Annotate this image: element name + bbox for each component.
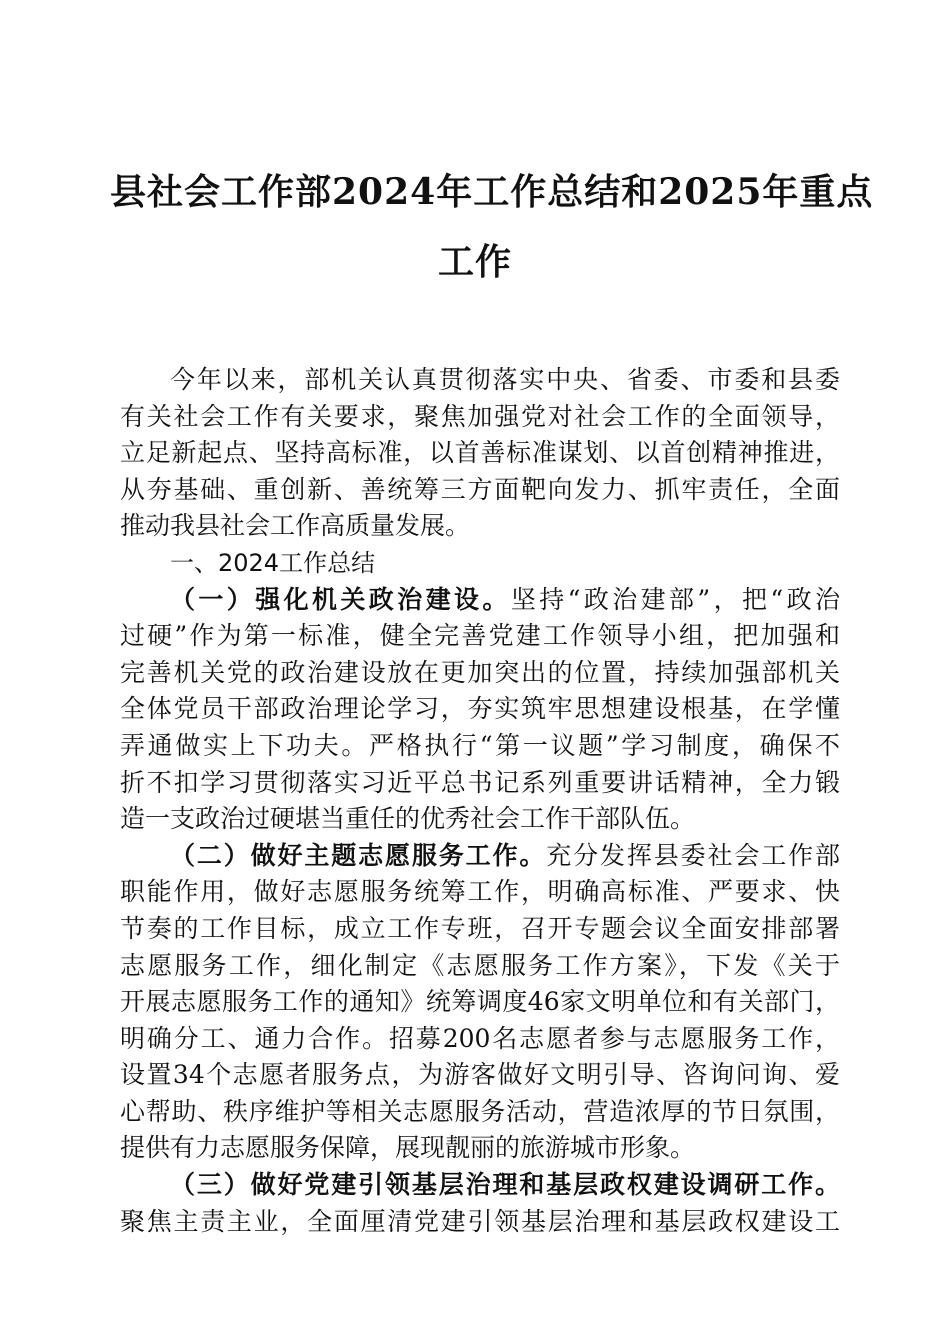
item-2-line: 志愿服务工作，细化制定《志愿服务工作方案》，下发《关于 (120, 950, 840, 980)
document-title-line-1: 县社会工作部2024年工作总结和2025年重点 (110, 171, 874, 213)
item-1-line: 弄通做实上下功夫。严格执行“第一议题”学习制度，确保不 (120, 730, 840, 760)
item-2-line: 节奏的工作目标，成立工作专班，召开专题会议全面安排部署 (120, 913, 840, 943)
intro-line: 推动我县社会工作高质量发展。 (120, 511, 471, 541)
item-2-lead: （二）做好主题志愿服务工作。 (170, 840, 547, 870)
item-3-lead: （三）做好党建引领基层治理和基层政权建设调研工作。 (170, 1170, 840, 1200)
item-1-first-line (120, 582, 840, 619)
item-2-line: 开展志愿服务工作的通知》统筹调度46家文明单位和有关部门， (120, 987, 840, 1017)
document-body (120, 362, 840, 1240)
item-1-lead: （一）强化机关政治建设。 (170, 584, 511, 614)
item-1-line: 造一支政治过硬堪当重任的优秀社会工作干部队伍。 (120, 804, 696, 834)
item-2-line: 心帮助、秩序维护等相关志愿服务活动，营造浓厚的节日氛围， (120, 1096, 840, 1126)
intro-line: 立足新起点、坚持高标准，以首善标准谋划、以首创精神推进， (120, 438, 840, 468)
item-1-line: 完善机关党的政治建设放在更加突出的位置，持续加强部机关 (120, 657, 840, 687)
item-3-first-line (120, 1167, 840, 1204)
item-1-line: 全体党员干部政治理论学习，夯实筑牢思想建设根基，在学懂 (120, 694, 840, 724)
item-2-line: 明确分工、通力合作。招募200名志愿者参与志愿服务工作， (120, 1023, 840, 1053)
intro-line: 从夯基础、重创新、善统筹三方面靶向发力、抓牢责任，全面 (120, 474, 840, 504)
item-1-line: 折不扣学习贯彻落实习近平总书记系列重要讲话精神，全力锻 (120, 767, 840, 797)
item-2-first-line-rest: 充分发挥县委社会工作部 (546, 840, 840, 870)
intro-line: 今年以来，部机关认真贯彻落实中央、省委、市委和县委 (170, 365, 840, 394)
item-1-line: 过硬”作为第一标准，健全完善党建工作领导小组，把加强和 (120, 621, 840, 651)
item-2-first-line (120, 838, 840, 875)
item-1-first-line-rest: 坚持“政治建部”，把“政治 (510, 584, 840, 614)
item-2-line: 设置34个志愿者服务点，为游客做好文明引导、咨询问询、爱 (120, 1060, 840, 1090)
intro-line: 有关社会工作有关要求，聚焦加强党对社会工作的全面领导， (120, 401, 840, 431)
item-3-line: 聚焦主责主业，全面厘清党建引领基层治理和基层政权建设工 (120, 1206, 840, 1236)
document-title-line-2: 工作 (437, 241, 512, 283)
section-heading: 一、2024工作总结 (170, 548, 376, 577)
item-2-line: 职能作用，做好志愿服务统筹工作，明确高标准、严要求、快 (120, 877, 840, 907)
item-2-line: 提供有力志愿服务保障，展现靓丽的旅游城市形象。 (120, 1133, 696, 1163)
